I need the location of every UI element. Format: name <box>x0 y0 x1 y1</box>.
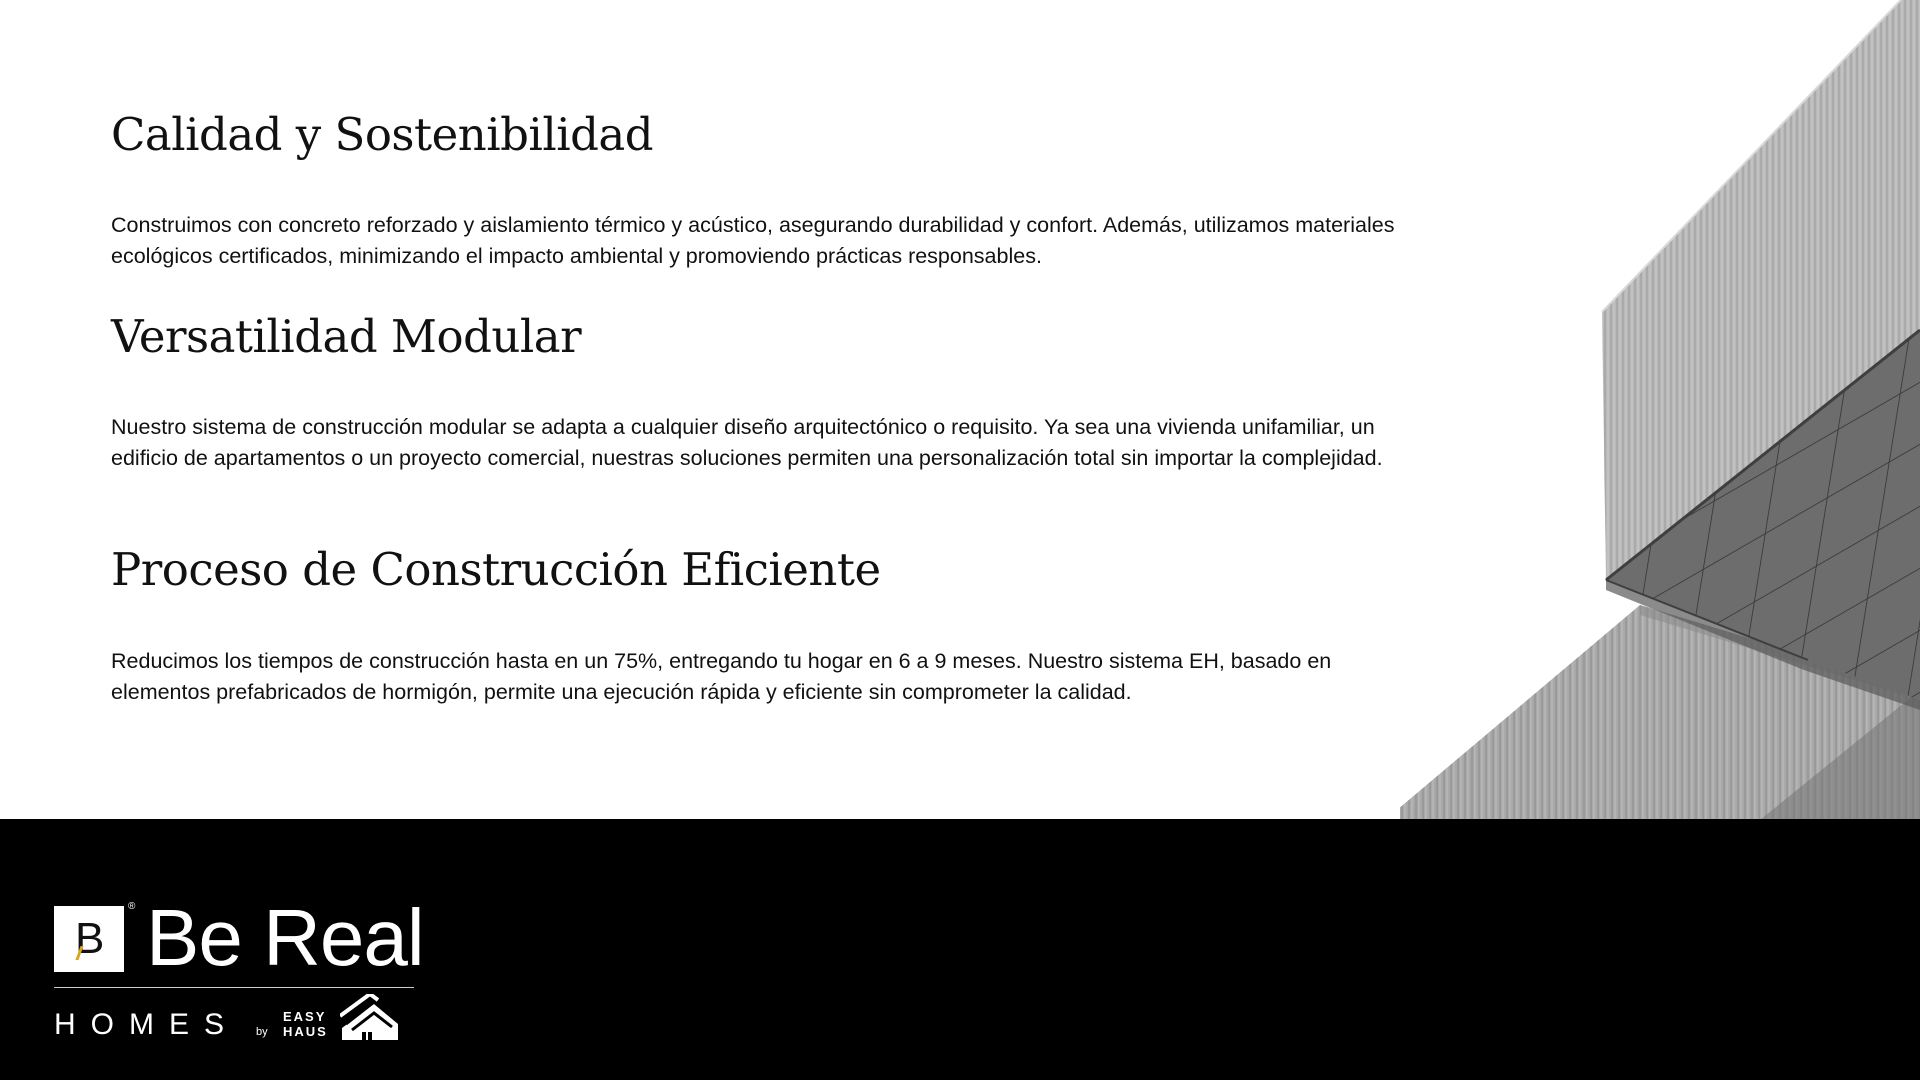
footer <box>0 819 1920 1080</box>
easy-haus-line1: EASY <box>283 1009 327 1024</box>
logo-homes-text: HOMES <box>54 1008 240 1041</box>
logo-by-text: by <box>256 1026 268 1038</box>
be-real-homes-logo <box>54 886 424 1046</box>
logo-mark-letter: B <box>75 914 105 963</box>
logo-mark <box>54 906 124 972</box>
registered-mark: ® <box>128 901 136 912</box>
easy-haus-house-icon <box>340 994 400 1042</box>
section-body-versatilidad: Nuestro sistema de construcción modular se adapta a cualquier diseño arquitectónico o requisito. Ya sea una vivienda unifamiliar, un edificio de apartamentos o un proyecto comercial, nuestras soluciones permiten una personalización total sin importar la complejidad. <box>111 415 1383 470</box>
logo-divider <box>54 987 414 988</box>
section-body-calidad: Construimos con concreto reforzado y aislamiento térmico y acústico, asegurando durabilidad y confort. Además, utilizamos materiales ecológicos certificados, minimizando el impacto ambiental y promoviendo prácticas responsables. <box>111 213 1395 268</box>
easy-haus-line2: HAUS <box>283 1024 328 1039</box>
section-title-calidad: Calidad y Sostenibilidad <box>111 108 654 161</box>
section-title-versatilidad: Versatilidad Modular <box>111 310 582 363</box>
logo-brand-name: Be Real <box>146 893 424 982</box>
concrete-building-image <box>1400 0 1920 820</box>
section-body-proceso: Reducimos los tiempos de construcción hasta en un 75%, entregando tu hogar en 6 a 9 meses. Nuestro sistema EH, basado en elementos prefabricados de hormigón, permite una ejecución rápida y eficiente sin comprometer la calidad. <box>111 649 1332 704</box>
easy-haus-wordmark <box>283 1009 328 1039</box>
section-title-proceso: Proceso de Construcción Eficiente <box>111 543 881 596</box>
